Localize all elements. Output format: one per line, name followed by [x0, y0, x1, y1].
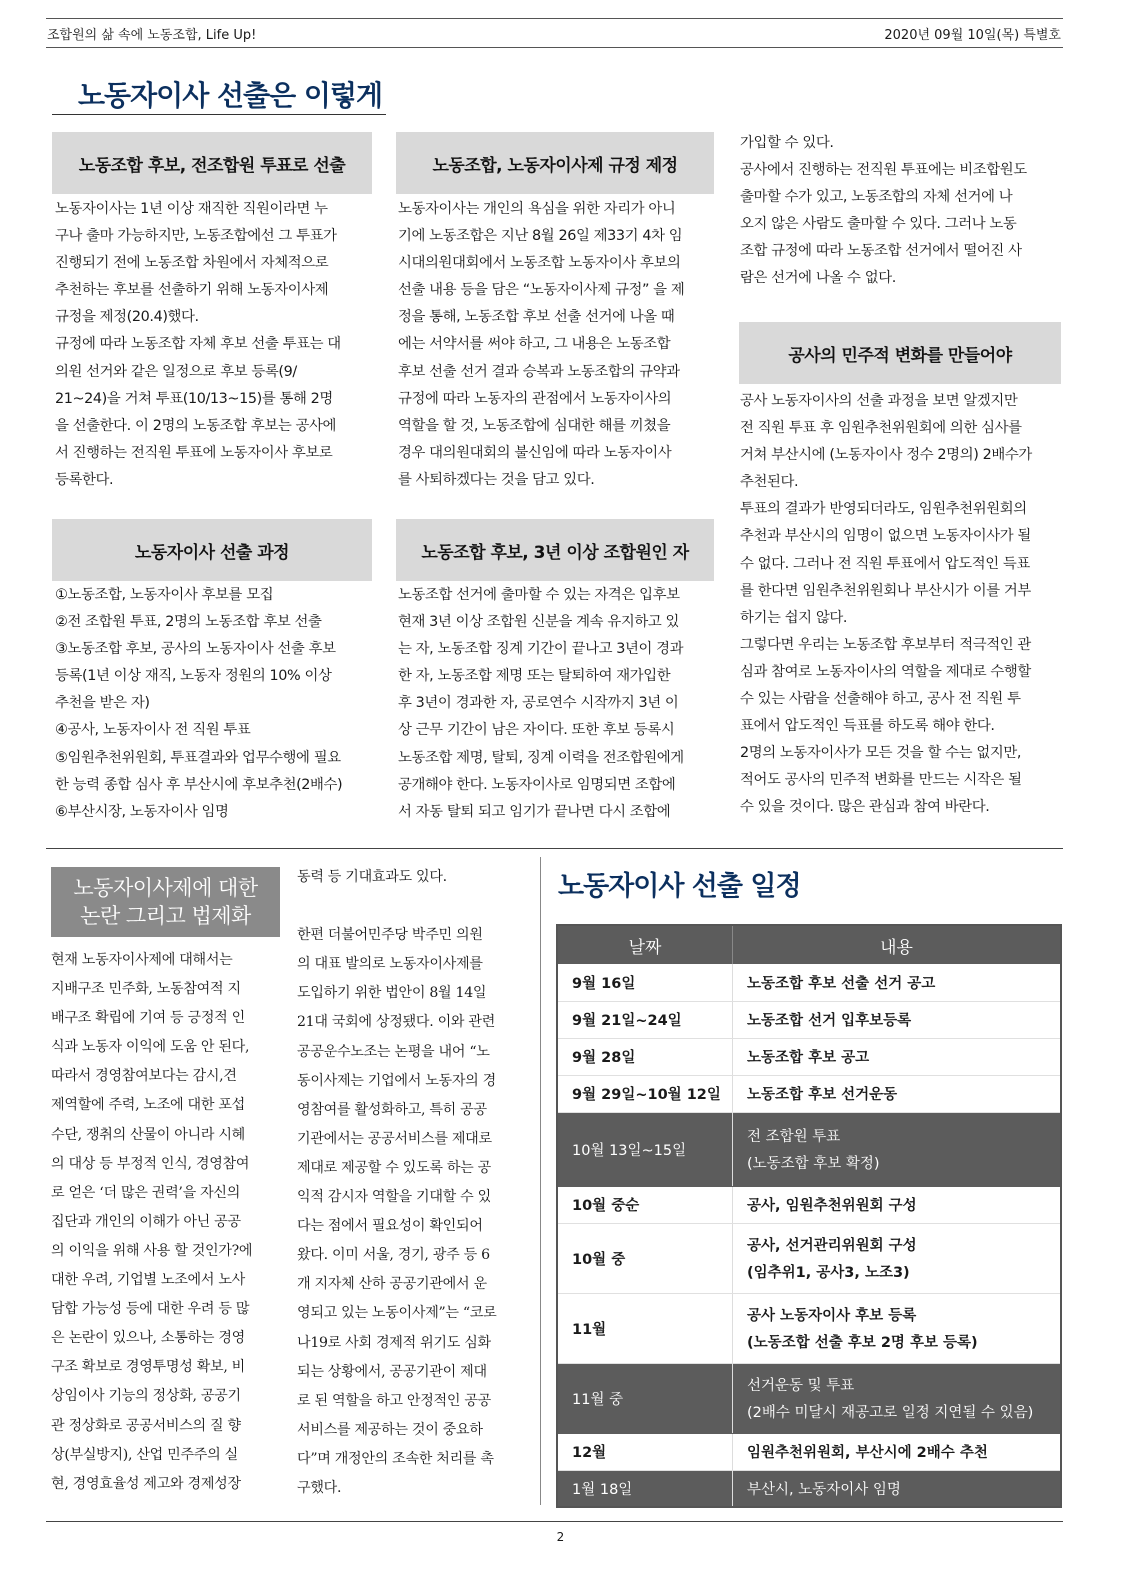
text-line: 추천하는 후보를 선출하기 위해 노동자이사제 — [55, 282, 329, 299]
schedule-content-note: (2배수 미달시 재공고로 일정 지연될 수 있음) — [747, 1405, 1034, 1421]
text-line: ②전 조합원 투표, 2명의 노동조합 후보 선출 — [55, 614, 322, 631]
text-line: 제역할에 주력, 노조에 대한 포섭 — [51, 1097, 245, 1114]
text-line: 배구조 확립에 기여 등 긍정적 인 — [51, 1010, 245, 1027]
text-line: 영참여를 활성화하고, 특히 공공 — [297, 1101, 487, 1118]
section-body-regulation — [398, 196, 716, 494]
text-line: 역할을 할 것, 노동조합에 심대한 해를 끼쳤을 — [398, 417, 671, 434]
text-line: 21대 국회에 상정됐다. 이와 관련 — [297, 1014, 496, 1031]
text-line — [297, 892, 529, 921]
text-line: 규정에 따라 노동자의 관점에서 노동자이사의 — [398, 390, 672, 407]
text-line: 의원 선거와 같은 일정으로 후보 등록(9/ — [55, 363, 297, 380]
schedule-content-note: (노동조합 선출 후보 2명 후보 등록) — [747, 1335, 978, 1351]
text-line: 수단, 쟁취의 산물이 아니라 시혜 — [51, 1126, 245, 1143]
schedule-row — [557, 1001, 1061, 1038]
text-line: 의 대표 발의로 노동자이사제를 — [297, 956, 483, 973]
schedule-date: 11월 중 — [557, 1363, 733, 1433]
page-number: 2 — [556, 1530, 565, 1544]
text-line: 투표의 결과가 반영되더라도, 임원추천위원회의 — [740, 501, 1027, 518]
text-line: 관 정상화로 공공서비스의 질 향 — [51, 1417, 241, 1434]
text-line: 공개해야 한다. 노동자이사로 임명되면 조합에 — [398, 776, 676, 793]
text-line: 서비스를 제공하는 것이 중요하 — [297, 1421, 483, 1438]
text-line: 로 된 역할을 하고 안정적인 공공 — [297, 1392, 491, 1409]
text-line: 다”며 개정안의 조속한 처리를 촉 — [297, 1450, 494, 1467]
text-line: ⑤임원추천위원회, 투표결과와 업무수행에 필요 — [55, 749, 341, 766]
schedule-content-main: 노동조합 후보 공고 — [747, 1050, 870, 1066]
text-line: 그렇다면 우리는 노동조합 후보부터 적극적인 관 — [740, 636, 1031, 653]
page-headline: 노동자이사 선출은 이렇게 — [78, 79, 383, 112]
text-line: 상 근무 기간이 남은 자이다. 또한 후보 등록시 — [398, 722, 675, 739]
text-line: 개 지자체 산하 공공기관에서 운 — [297, 1276, 487, 1293]
schedule-date: 10월 중순 — [557, 1186, 733, 1223]
section-title-process: 노동자이사 선출 과정 — [52, 519, 372, 581]
schedule-header-content: 내용 — [733, 925, 1062, 964]
text-line: 대한 우려, 기업별 노조에서 노사 — [51, 1272, 245, 1289]
schedule-row — [557, 1223, 1061, 1293]
schedule-row — [557, 1075, 1061, 1112]
text-line: 등록(1년 이상 재직, 노동자 정원의 10% 이상 — [55, 668, 332, 685]
text-line: 따라서 경영참여보다는 감시,견 — [51, 1068, 237, 1085]
text-line: 구조 확보로 경영투명성 확보, 비 — [51, 1359, 245, 1376]
text-line: 로 얻은 ‘더 많은 권력’을 자신의 — [51, 1184, 241, 1201]
section-body-process — [55, 582, 373, 826]
text-line: 가입할 수 있다. — [740, 135, 834, 151]
text-line: 제대로 제공할 수 있도록 하는 공 — [297, 1159, 491, 1176]
text-line: 추천과 부산시의 임명이 없으면 노동자이사가 될 — [740, 528, 1031, 545]
text-line: ④공사, 노동자이사 전 직원 투표 — [55, 722, 251, 739]
text-line: 현재 노동자이사제에 대해서는 — [51, 952, 233, 968]
text-line: 전 직원 투표 후 임원추천위원회에 의한 심사를 — [740, 420, 1022, 437]
text-line: 나19로 사회 경제적 위기도 심화 — [297, 1334, 491, 1351]
text-line: ⑥부산시장, 노동자이사 임명 — [55, 803, 229, 820]
text-line: 수 있는 사람을 선출해야 하고, 공사 전 직원 투 — [740, 691, 1021, 708]
controversy-body-col2 — [297, 863, 529, 1503]
text-line: 의 대상 등 부정적 인식, 경영참여 — [51, 1155, 250, 1172]
text-line: 공사에서 진행하는 전직원 투표에는 비조합원도 — [740, 162, 1027, 179]
text-line: 왔다. 이미 서울, 경기, 광주 등 6 — [297, 1247, 490, 1264]
text-line: 심과 참여로 노동자이사의 역할을 제대로 수행할 — [740, 663, 1031, 680]
text-line: 를 한다면 임원추천위원회나 부산시가 이를 거부 — [740, 582, 1031, 599]
text-line: 수 없다. 그러나 전 직원 투표에서 압도적인 득표 — [740, 555, 1030, 572]
text-line: 노동자이사는 1년 이상 재직한 직원이라면 누 — [55, 201, 328, 217]
schedule-content-main: 공사, 선거관리위원회 구성 — [747, 1238, 917, 1254]
text-line: 기에 노동조합은 지난 8월 26일 제33기 4차 임 — [398, 228, 683, 245]
schedule-row — [557, 1433, 1061, 1470]
text-line: 지배구조 민주화, 노동참여적 지 — [51, 981, 241, 998]
text-line: 의 이익을 위해 사용 할 것인가?에 — [51, 1242, 253, 1259]
text-line: 익적 감시자 역할을 기대할 수 있 — [297, 1189, 491, 1206]
text-line: 식과 노동자 이익에 도움 안 된다, — [51, 1039, 250, 1056]
schedule-content-main: 임원추천위원회, 부산시에 2배수 추천 — [747, 1445, 988, 1461]
text-line: 후 3년이 경과한 자, 공로연수 시작까지 3년 이 — [398, 695, 679, 712]
text-line: 선출 내용 등을 담은 “노동자이사제 규정” 을 제 — [398, 282, 685, 299]
schedule-content-main: 노동조합 후보 선거운동 — [747, 1087, 898, 1103]
text-line: 현재 3년 이상 조합원 신분을 계속 유지하고 있 — [398, 614, 680, 631]
text-line: 규정을 제정(20.4)했다. — [55, 309, 199, 326]
text-line: 구나 출마 가능하지만, 노동조합에선 그 투표가 — [55, 228, 337, 245]
controversy-title-line1: 노동자이사제에 대한 — [73, 876, 258, 900]
section-body-eligibility — [398, 582, 716, 826]
text-line: 은 논란이 있으나, 소통하는 경영 — [51, 1330, 245, 1347]
header-bottom-rule — [46, 47, 1063, 48]
text-line: 다는 점에서 필요성이 확인되어 — [297, 1218, 483, 1235]
text-line: 에는 서약서를 써야 하고, 그 내용은 노동조합 — [398, 336, 671, 353]
text-line: ①노동조합, 노동자이사 후보를 모집 — [55, 587, 274, 603]
schedule-row — [557, 1038, 1061, 1075]
text-line: 21~24)을 거쳐 투표(10/13~15)를 통해 2명 — [55, 390, 333, 407]
schedule-content-note: (임추위1, 공사3, 노조3) — [747, 1265, 910, 1281]
schedule-date: 10월 중 — [557, 1223, 733, 1293]
controversy-body-col1 — [51, 946, 283, 1499]
schedule-content — [733, 1075, 1062, 1112]
schedule-content-note: (노동조합 후보 확정) — [747, 1156, 880, 1172]
schedule-row — [557, 1186, 1061, 1223]
schedule-date: 9월 28일 — [557, 1038, 733, 1075]
section-title-candidate-election: 노동조합 후보, 전조합원 투표로 선출 — [52, 132, 372, 194]
schedule-content — [733, 1363, 1062, 1433]
text-line: 정을 통해, 노동조합 후보 선출 선거에 나올 때 — [398, 309, 675, 326]
schedule-date: 1월 18일 — [557, 1470, 733, 1507]
text-line: 거쳐 부산시에 (노동자이사 정수 2명의) 2배수가 — [740, 447, 1032, 464]
schedule-row — [557, 1470, 1061, 1507]
schedule-content — [733, 1186, 1062, 1223]
text-line: 구했다. — [297, 1479, 342, 1496]
text-line: 추천된다. — [740, 474, 799, 491]
header-top-rule — [46, 18, 1063, 19]
schedule-content — [733, 1433, 1062, 1470]
text-line: 를 사퇴하겠다는 것을 담고 있다. — [398, 471, 595, 488]
text-line: 한 자, 노동조합 제명 또는 탈퇴하여 재가입한 — [398, 668, 671, 685]
schedule-header-date: 날짜 — [557, 925, 733, 964]
schedule-row — [557, 964, 1061, 1001]
text-line: 람은 선거에 나올 수 없다. — [740, 270, 896, 287]
text-line: 동력 등 기대효과도 있다. — [297, 869, 447, 885]
text-line: 노동조합 제명, 탈퇴, 징계 이력을 전조합원에게 — [398, 749, 684, 766]
schedule-table — [556, 924, 1062, 1508]
text-line: 노동자이사는 개인의 욕심을 위한 자리가 아니 — [398, 201, 676, 217]
schedule-row — [557, 1293, 1061, 1363]
controversy-title-line2: 논란 그리고 법제화 — [80, 904, 251, 928]
text-line: 도입하기 위한 법안이 8월 14일 — [297, 985, 487, 1002]
column-divider — [540, 857, 541, 1505]
text-line: 수 있을 것이다. 많은 관심과 참여 바란다. — [740, 799, 990, 816]
section-title-democratic-change: 공사의 민주적 변화를 만들어야 — [739, 322, 1061, 384]
text-line: 하기는 쉽지 않다. — [740, 609, 848, 626]
text-line: 을 선출한다. 이 2명의 노동조합 후보는 공사에 — [55, 417, 337, 434]
text-line: 한편 더불어민주당 박주민 의원 — [297, 927, 483, 944]
text-line: 경우 대의원대회의 불신임에 따라 노동자이사 — [398, 444, 672, 461]
schedule-date: 12월 — [557, 1433, 733, 1470]
schedule-date: 11월 — [557, 1293, 733, 1363]
text-line: 시대의원대회에서 노동조합 노동자이사 후보의 — [398, 255, 681, 272]
text-line: 동이사제는 기업에서 노동자의 경 — [297, 1072, 496, 1089]
schedule-title: 노동자이사 선출 일정 — [558, 871, 801, 902]
schedule-content — [733, 1112, 1062, 1186]
text-line: ③노동조합 후보, 공사의 노동자이사 선출 후보 — [55, 641, 336, 658]
schedule-content — [733, 1001, 1062, 1038]
footer-rule — [46, 1521, 1063, 1522]
text-line: 상임이사 기능의 정상화, 공공기 — [51, 1388, 241, 1405]
text-line: 2명의 노동자이사가 모든 것을 할 수는 없지만, — [740, 745, 1022, 762]
text-line: 집단과 개인의 이해가 아닌 공공 — [51, 1213, 241, 1230]
text-line: 상(부실방지), 산업 민주주의 실 — [51, 1446, 238, 1463]
section-title-regulation: 노동조합, 노동자이사제 규정 제정 — [396, 132, 714, 194]
text-line: 적어도 공사의 민주적 변화를 만드는 시작은 될 — [740, 772, 1022, 789]
text-line: 표에서 압도적인 득표를 하도록 해야 한다. — [740, 718, 995, 735]
section-divider — [46, 848, 1063, 849]
text-line: 후보 선출 선거 결과 승복과 노동조합의 규약과 — [398, 363, 680, 380]
text-line: 한 능력 종합 심사 후 부산시에 후보추천(2배수) — [55, 776, 343, 793]
text-line: 영되고 있는 노동이사제”는 “코로 — [297, 1305, 497, 1322]
text-line: 진행되기 전에 노동조합 차원에서 자체적으로 — [55, 255, 329, 272]
newsletter-slogan: 조합원의 삶 속에 노동조합, Life Up! — [47, 28, 257, 43]
text-line: 는 자, 노동조합 징계 기간이 끝나고 3년이 경과 — [398, 641, 684, 658]
text-line: 되는 상황에서, 공공기관이 제대 — [297, 1363, 487, 1380]
schedule-content — [733, 1223, 1062, 1293]
schedule-row — [557, 1363, 1061, 1433]
text-line: 서 자동 탈퇴 되고 임기가 끝나면 다시 조합에 — [398, 803, 671, 820]
schedule-date: 10월 13일~15일 — [557, 1112, 733, 1186]
schedule-content — [733, 964, 1062, 1001]
schedule-content-main: 공사, 임원추천위원회 구성 — [747, 1198, 917, 1214]
text-line: 공공운수노조는 논평을 내어 “노 — [297, 1043, 490, 1060]
section-title-eligibility: 노동조합 후보, 3년 이상 조합원인 자 — [396, 519, 714, 581]
text-line: 담합 가능성 등에 대한 우려 등 많 — [51, 1301, 250, 1318]
section-body-eligibility-continued — [740, 130, 1058, 293]
schedule-content-main: 부산시, 노동자이사 임명 — [747, 1481, 901, 1498]
controversy-title-box — [51, 867, 280, 937]
text-line: 출마할 수가 있고, 노동조합의 자체 선거에 나 — [740, 189, 1013, 206]
schedule-date: 9월 16일 — [557, 964, 733, 1001]
schedule-content — [733, 1038, 1062, 1075]
schedule-content-main: 전 조합원 투표 — [747, 1129, 841, 1145]
issue-date: 2020년 09월 10일(목) 특별호 — [884, 28, 1061, 43]
text-line: 공사 노동자이사의 선출 과정을 보면 알겠지만 — [740, 393, 1018, 409]
section-body-candidate-election — [55, 196, 373, 494]
section-body-democratic-change — [740, 388, 1058, 822]
text-line: 추천을 받은 자) — [55, 695, 150, 712]
text-line: 기관에서는 공공서비스를 제대로 — [297, 1130, 492, 1147]
text-line: 노동조합 선거에 출마할 수 있는 자격은 입후보 — [398, 587, 680, 603]
text-line: 규정에 따라 노동조합 자체 후보 선출 투표는 대 — [55, 336, 341, 353]
schedule-content-main: 공사 노동자이사 후보 등록 — [747, 1308, 917, 1324]
schedule-content-main: 노동조합 선거 입후보등록 — [747, 1013, 912, 1029]
headline-underline — [52, 114, 386, 115]
text-line: 조합 규정에 따라 노동조합 선거에서 떨어진 사 — [740, 243, 1022, 260]
schedule-content-main: 선거운동 및 투표 — [747, 1378, 855, 1394]
schedule-content — [733, 1293, 1062, 1363]
text-line: 현, 경영효율성 제고와 경제성장 — [51, 1475, 241, 1492]
schedule-row — [557, 1112, 1061, 1186]
schedule-date: 9월 29일~10월 12일 — [557, 1075, 733, 1112]
text-line: 오지 않은 사람도 출마할 수 있다. 그러나 노동 — [740, 216, 1017, 233]
text-line: 등록한다. — [55, 471, 114, 488]
schedule-header-row — [557, 925, 1061, 964]
schedule-content-main: 노동조합 후보 선출 선거 공고 — [747, 975, 936, 992]
schedule-content — [733, 1470, 1062, 1507]
schedule-date: 9월 21일~24일 — [557, 1001, 733, 1038]
text-line: 서 진행하는 전직원 투표에 노동자이사 후보로 — [55, 444, 333, 461]
